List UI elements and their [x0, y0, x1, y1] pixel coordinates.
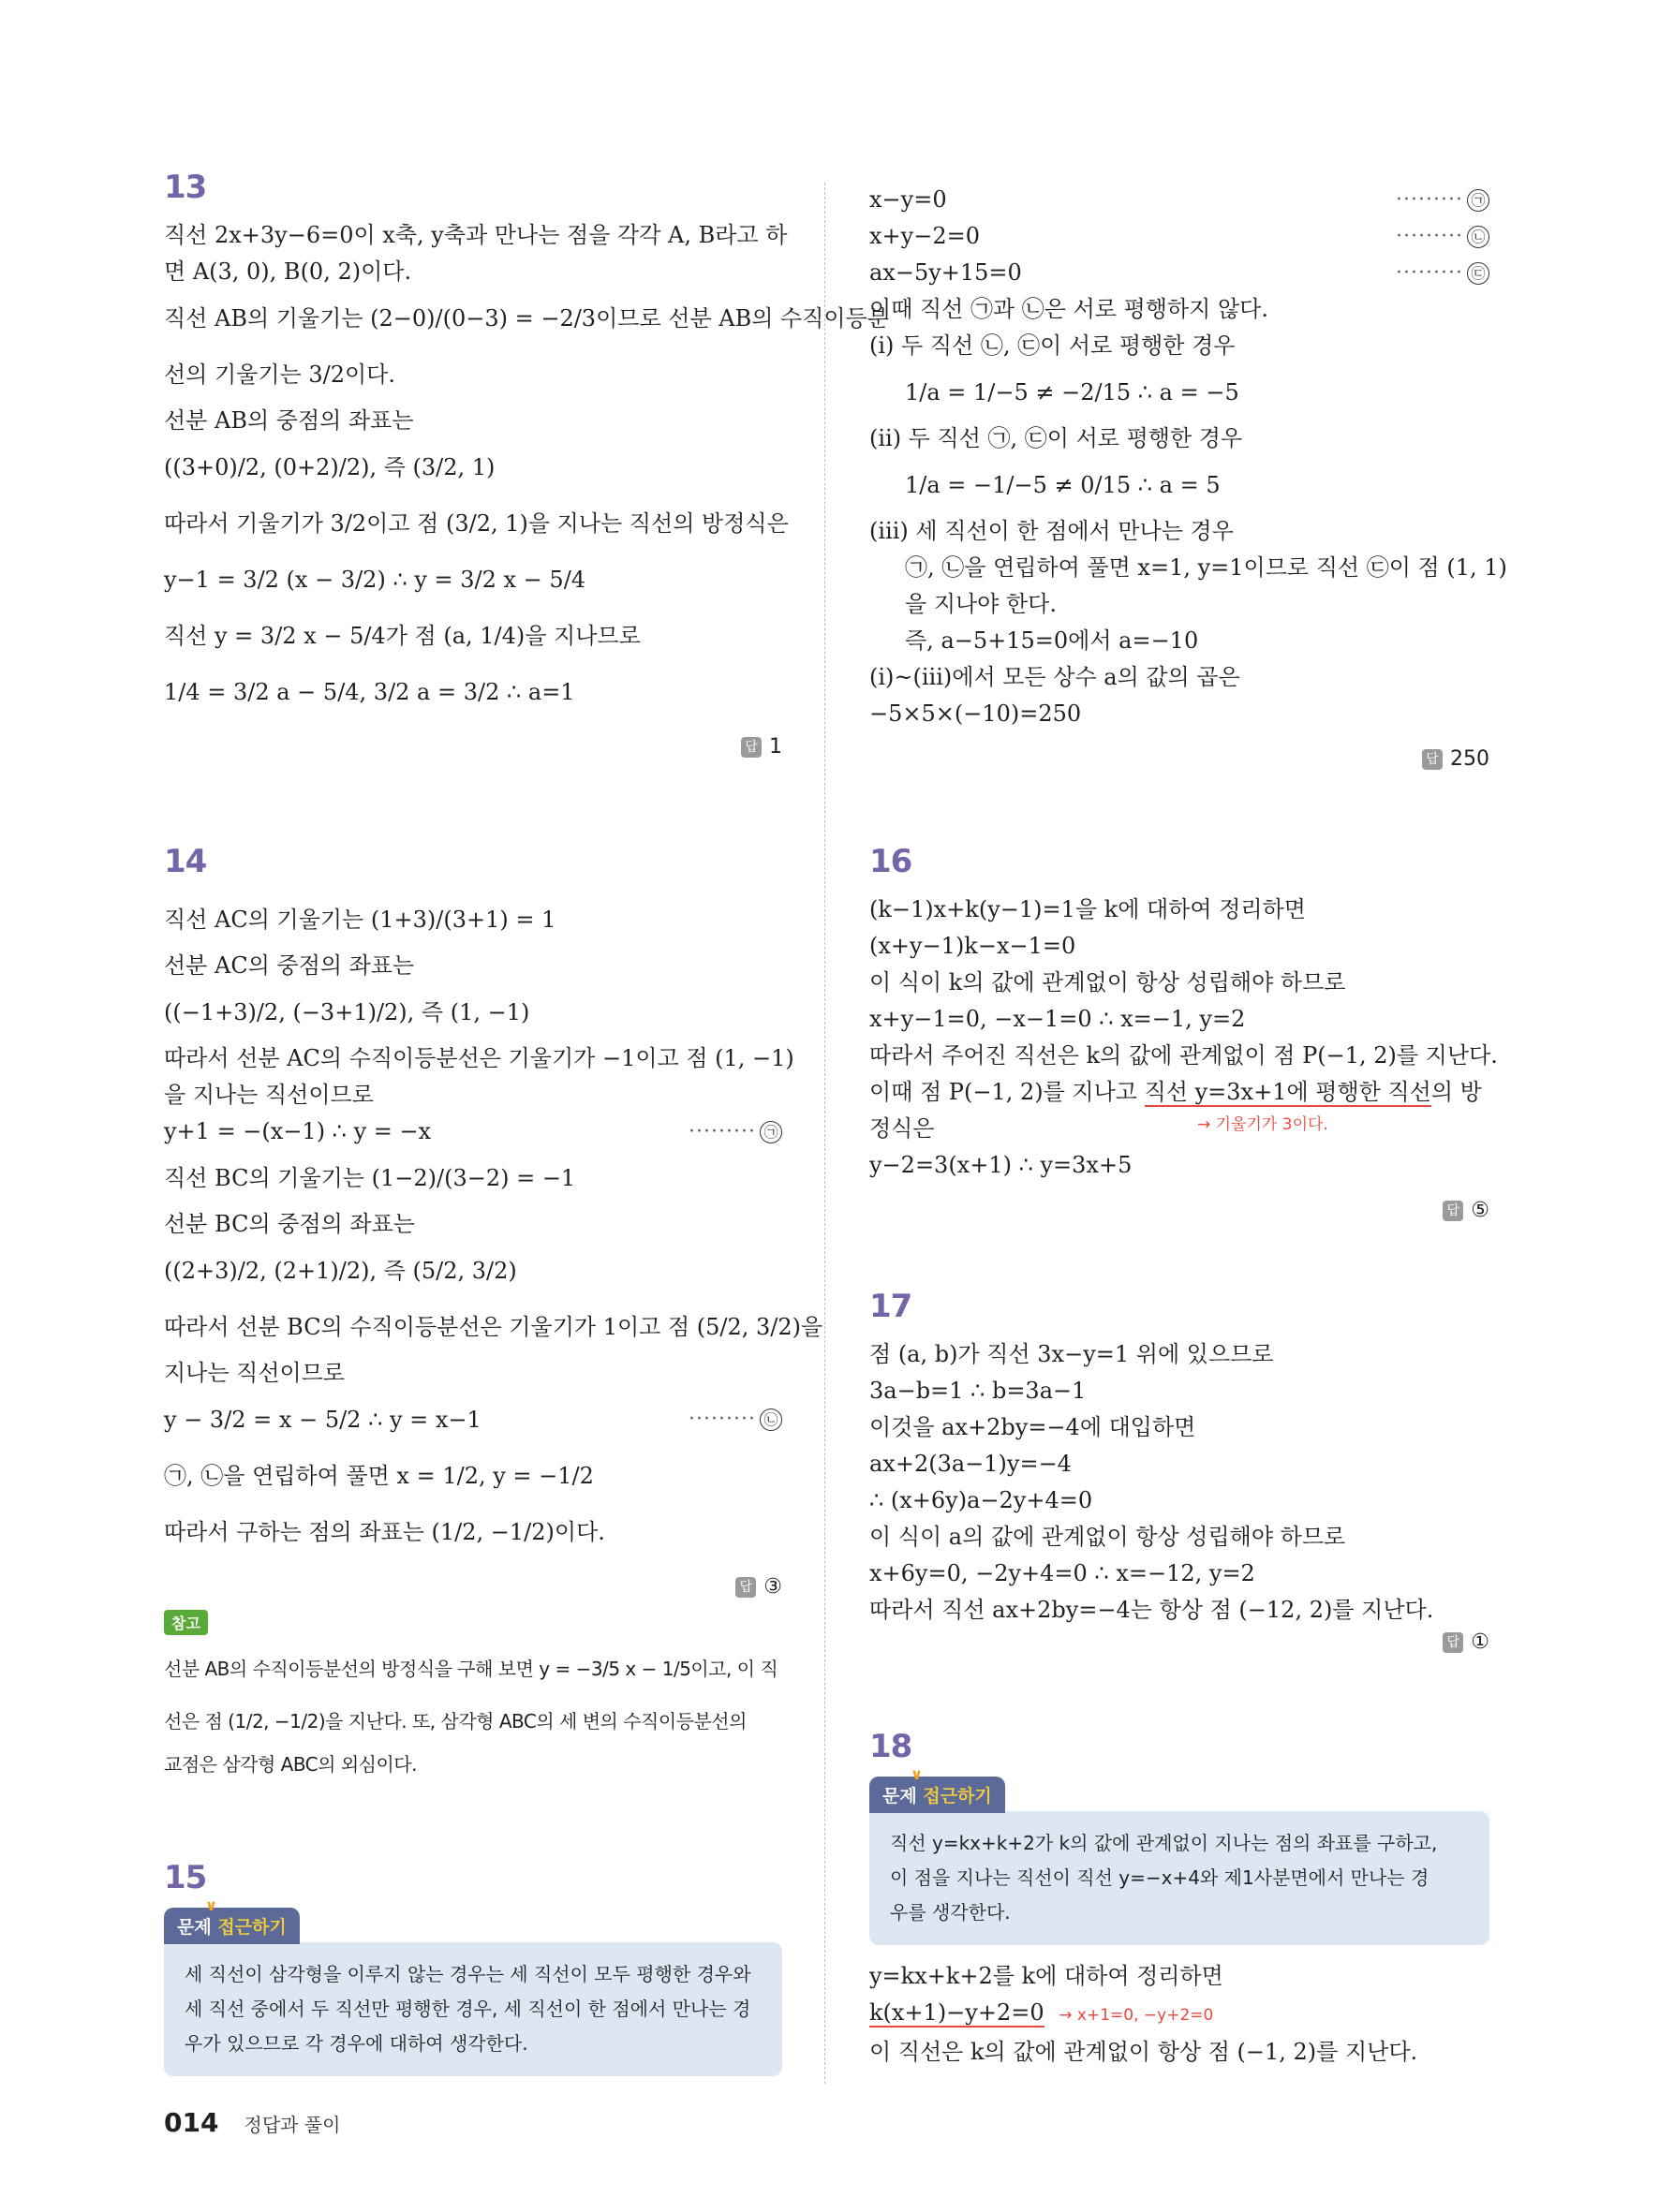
text-line: 선분 AB의 중점의 좌표는 [164, 407, 414, 434]
text-line: ㉠, ㉡을 연립하여 풀면 x=1, y=1이므로 직선 ㉢이 점 (1, 1) [905, 554, 1507, 581]
approach-line: 세 직선이 삼각형을 이루지 않는 경우는 세 직선이 모두 평행한 경우와 [185, 1963, 751, 1985]
approach-body [164, 1942, 782, 2076]
answer-badge: 답 [1443, 1201, 1463, 1221]
text-line: ((−1+3)/2, (−3+1)/2), 즉 (1, −1) [164, 999, 530, 1025]
text-line: 을 지나야 한다. [905, 591, 1057, 617]
problem-16 [869, 843, 1498, 1222]
page-number: 014 [164, 2107, 219, 2138]
equation-line: 1/a = −1/−5 ≠ 0/15 ∴ a = 5 [905, 472, 1221, 498]
text-line: 선분 BC의 중점의 좌표는 [164, 1211, 415, 1237]
equation-line: ax+2(3a−1)y=−4 [869, 1451, 1072, 1477]
equation-line: 1/4 = 3/2 a − 5/4, 3/2 a = 3/2 ∴ a=1 [164, 679, 575, 705]
answer-badge: 답 [1443, 1632, 1463, 1653]
underlined-phrase: k(x+1)−y+2=0 [869, 1999, 1044, 2026]
text-line: 이 직선은 k의 값에 관계없이 항상 점 (−1, 2)를 지난다. [869, 2039, 1418, 2065]
equation-line: y−1 = 3/2 (x − 3/2) ∴ y = 3/2 x − 5/4 [164, 567, 586, 593]
text-line: 이것을 ax+2by=−4에 대입하면 [869, 1414, 1196, 1440]
problem-number: 14 [164, 843, 207, 880]
note-line: 선분 AB의 수직이등분선의 방정식을 구해 보면 y = −3/5 x − 1/5이고, 이 직 [164, 1658, 778, 1680]
text-line: 선분 AC의 중점의 좌표는 [164, 952, 415, 979]
equation-mark: ········· ㉡ [1396, 218, 1489, 255]
text-line: (ⅰ) 두 직선 ㉡, ㉢이 서로 평행한 경우 [869, 332, 1236, 359]
answer-badge: 답 [1422, 749, 1443, 770]
problem-number: 13 [164, 169, 207, 206]
equation-line: ax−5y+15=0 ········· ㉢ [869, 255, 1489, 291]
chevron-down-icon: ∨ [911, 1765, 923, 1783]
problem-13 [164, 169, 889, 759]
text-line: (k−1)x+k(y−1)=1을 k에 대하여 정리하면 [869, 896, 1306, 922]
text-line: 이 식이 k의 값에 관계없이 항상 성립해야 하므로 [869, 969, 1346, 995]
equation-line: y+1 = −(x−1) ∴ y = −x ········· ㉠ [164, 1113, 782, 1150]
approach-line: 직선 y=kx+k+2가 k의 값에 관계없이 지나는 점의 좌표를 구하고, [890, 1832, 1438, 1854]
answer: 답 250 [869, 747, 1489, 771]
equation-mark: ········· ㉡ [689, 1392, 782, 1448]
annotation: → x+1=0, −y+2=0 [1059, 2006, 1214, 2025]
problem-15-continued [869, 182, 1507, 771]
text-line: 을 지나는 직선이므로 [164, 1082, 374, 1108]
approach-line: 세 직선 중에서 두 직선만 평행한 경우, 세 직선이 한 점에서 만나는 경 [185, 1998, 751, 2020]
problem-14 [164, 843, 823, 1781]
footer-title: 정답과 풀이 [244, 2114, 341, 2136]
text-line: (x+y−1)k−x−1=0 [869, 933, 1076, 959]
equation-line: x−y=0 ········· ㉠ [869, 182, 1489, 218]
problem-number: 15 [164, 1859, 207, 1896]
text-line: 이때 직선 ㉠과 ㉡은 서로 평행하지 않다. [869, 296, 1268, 322]
answer: 답 ① [869, 1630, 1489, 1654]
text-line: ((3+0)/2, (0+2)/2), 즉 (3/2, 1) [164, 454, 496, 480]
text-line: 직선 AC의 기울기는 (1+3)/(3+1) = 1 [164, 907, 556, 933]
text-line: (ⅱ) 두 직선 ㉠, ㉢이 서로 평행한 경우 [869, 425, 1243, 451]
problem-17 [869, 1288, 1489, 1654]
text-line: 정식은 → 기울기가 3이다. [869, 1111, 1489, 1147]
text-line: 즉, a−5+15=0에서 a=−10 [905, 627, 1199, 654]
problem-15 [164, 1859, 782, 2076]
text-line: 따라서 기울기가 3/2이고 점 (3/2, 1)을 지나는 직선의 방정식은 [164, 510, 789, 537]
underlined-phrase: 직선 y=3x+1에 평행한 직선 [1144, 1079, 1431, 1105]
approach-box [869, 1765, 1489, 1945]
text-line: −5×5×(−10)=250 [869, 700, 1082, 727]
approach-tab: ∨ 문제 접근하기 [869, 1777, 1005, 1813]
column-divider [824, 183, 825, 2084]
note-line: 선은 점 (1/2, −1/2)을 지난다. 또, 삼각형 ABC의 세 변의 수직이등분선의 [164, 1710, 747, 1733]
equation-line: 1/a = 1/−5 ≠ −2/15 ∴ a = −5 [905, 379, 1239, 406]
problem-number: 18 [869, 1728, 912, 1765]
text-line: y=kx+k+2를 k에 대하여 정리하면 [869, 1963, 1223, 1989]
text-line: 점 (a, b)가 직선 3x−y=1 위에 있으므로 [869, 1341, 1274, 1367]
text-line: 직선 BC의 기울기는 (1−2)/(3−2) = −1 [164, 1165, 576, 1191]
text-line: 이때 점 P(−1, 2)를 지나고 직선 y=3x+1에 평행한 직선의 방 [869, 1079, 1482, 1105]
equation-line: x+y−2=0 ········· ㉡ [869, 218, 1489, 255]
answer-badge: 답 [735, 1577, 756, 1598]
note-line: 교점은 삼각형 ABC의 외심이다. [164, 1753, 417, 1776]
annotation: → 기울기가 3이다. [1197, 1115, 1328, 1134]
approach-body [869, 1811, 1489, 1945]
approach-tab: ∨ 문제 접근하기 [164, 1908, 300, 1944]
equation-line: y−2=3(x+1) ∴ y=3x+5 [869, 1152, 1133, 1178]
text-line: 따라서 직선 ax+2by=−4는 항상 점 (−12, 2)를 지난다. [869, 1597, 1434, 1623]
equation-line: ∴ (x+6y)a−2y+4=0 [869, 1487, 1093, 1513]
problem-number: 17 [869, 1288, 912, 1325]
page-footer [164, 2107, 341, 2138]
text-line: 따라서 구하는 점의 좌표는 (1/2, −1/2)이다. [164, 1519, 605, 1545]
text-line: ((2+3)/2, (2+1)/2), 즉 (5/2, 3/2) [164, 1258, 517, 1284]
answer-badge: 답 [741, 737, 762, 758]
text-line: 따라서 주어진 직선은 k의 값에 관계없이 점 P(−1, 2)를 지난다. [869, 1042, 1498, 1069]
text-line: (ⅰ)~(ⅲ)에서 모든 상수 a의 값의 곱은 [869, 664, 1240, 690]
text-line: 이 식이 a의 값에 관계없이 항상 성립해야 하므로 [869, 1524, 1346, 1550]
equation-mark: ········· ㉢ [1396, 255, 1489, 291]
text-line: ㉠, ㉡을 연립하여 풀면 x = 1/2, y = −1/2 [164, 1463, 594, 1489]
equation-line [869, 1995, 1489, 2034]
text-line: 직선 2x+3y−6=0이 x축, y축과 만나는 점을 각각 A, B라고 하 [164, 222, 788, 248]
problem-18 [869, 1728, 1489, 2071]
text-line: 따라서 선분 AC의 수직이등분선은 기울기가 −1이고 점 (1, −1) [164, 1045, 794, 1071]
equation-line: 3a−b=1 ∴ b=3a−1 [869, 1378, 1087, 1404]
chevron-down-icon: ∨ [205, 1896, 217, 1914]
equation-mark: ········· ㉠ [1396, 182, 1489, 218]
problem-number: 16 [869, 843, 912, 880]
text-line: 직선 y = 3/2 x − 5/4가 점 (a, 1/4)을 지나므로 [164, 623, 641, 649]
equation-mark: ········· ㉠ [689, 1113, 782, 1150]
answer: 답 ③ [164, 1575, 782, 1599]
text-line: 지나는 직선이므로 [164, 1360, 346, 1386]
note-label: 참고 [164, 1610, 208, 1635]
approach-line: 우를 생각한다. [890, 1901, 1011, 1924]
text-line: 선의 기울기는 3/2이다. [164, 361, 395, 388]
answer: 답 ⑤ [869, 1199, 1489, 1222]
text-line: 직선 AB의 기울기는 (2−0)/(0−3) = −2/3이므로 선분 AB의 수직이등분 [164, 305, 889, 332]
approach-line: 이 점을 지나는 직선이 직선 y=−x+4와 제1사분면에서 만나는 경 [890, 1866, 1429, 1889]
equation-line: x+6y=0, −2y+4=0 ∴ x=−12, y=2 [869, 1560, 1255, 1586]
equation-line: y − 3/2 = x − 5/2 ∴ y = x−1 ········· ㉡ [164, 1392, 782, 1448]
equation-line: x+y−1=0, −x−1=0 ∴ x=−1, y=2 [869, 1006, 1246, 1032]
text-line: (ⅲ) 세 직선이 한 점에서 만나는 경우 [869, 518, 1234, 544]
text-line: 따라서 선분 BC의 수직이등분선은 기울기가 1이고 점 (5/2, 3/2)을 [164, 1314, 823, 1340]
text-line: 면 A(3, 0), B(0, 2)이다. [164, 258, 412, 285]
answer: 답 1 [164, 735, 782, 759]
approach-line: 우가 있으므로 각 경우에 대하여 생각한다. [185, 2032, 528, 2055]
approach-box [164, 1896, 782, 2076]
